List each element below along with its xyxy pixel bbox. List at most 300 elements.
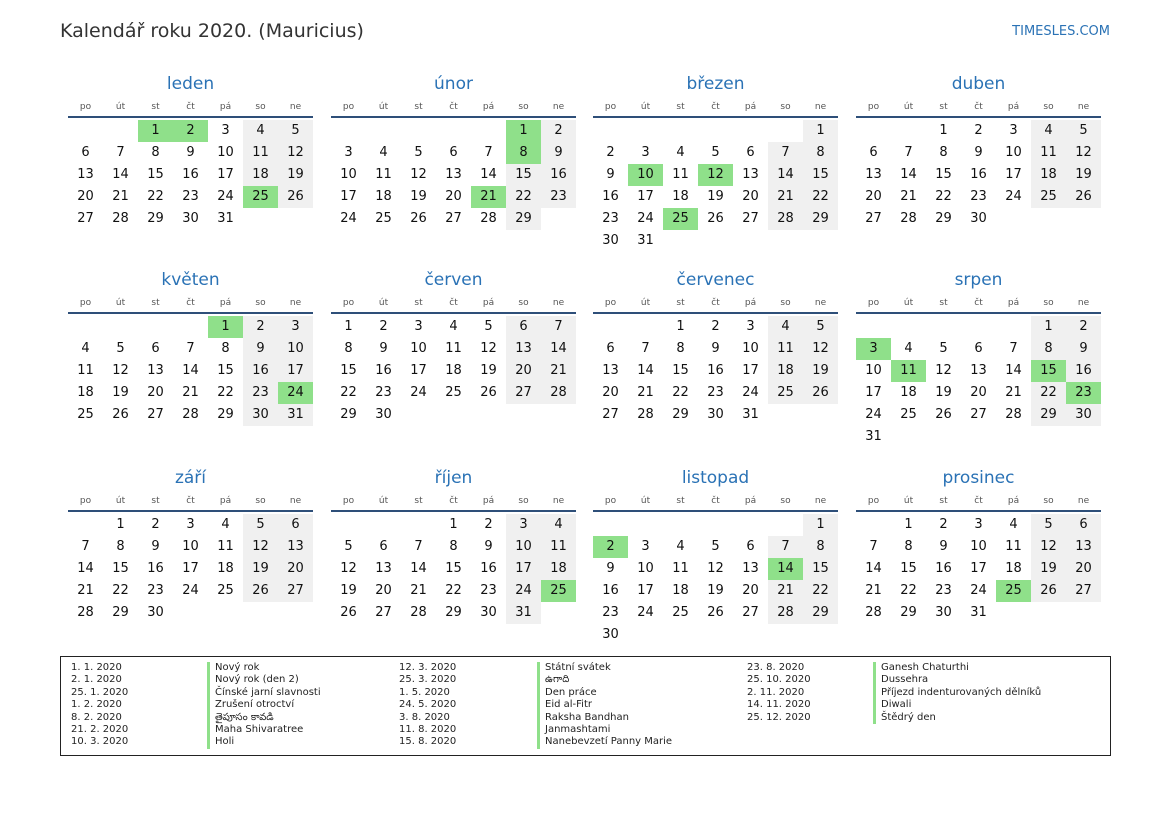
- day-cell: 18: [541, 558, 576, 580]
- day-cell: 8: [803, 536, 838, 558]
- day-cell: 10: [865, 363, 882, 378]
- day-cell: 7: [641, 341, 650, 356]
- day-cell: 27: [970, 407, 987, 422]
- day-cell: 12: [278, 142, 313, 164]
- day-cell: 2: [974, 123, 983, 138]
- day-cell: 8: [904, 539, 913, 554]
- legend-date-column: [399, 662, 456, 749]
- day-cell: 15: [112, 561, 129, 576]
- day-cell: 7: [768, 142, 803, 164]
- weekday-label: čt: [449, 102, 458, 112]
- day-cell: 18: [900, 385, 917, 400]
- day-cell: 29: [900, 605, 917, 620]
- day-cell: 30: [935, 605, 952, 620]
- day-cell: 7: [186, 341, 195, 356]
- month-name: červen: [424, 270, 483, 290]
- weekday-label: st: [414, 496, 423, 506]
- day-cell: 20: [970, 385, 987, 400]
- month-rule: [593, 510, 838, 512]
- day-cell: 12: [935, 363, 952, 378]
- day-cell: 17: [217, 167, 234, 182]
- legend-holiday-name: Ganesh Chaturthi: [873, 662, 1041, 674]
- day-cell: 21: [182, 385, 199, 400]
- day-cell: 29: [340, 407, 357, 422]
- legend-holiday-name: Příjezd indenturovaných dělníků: [873, 687, 1041, 699]
- legend-date: 25. 3. 2020: [399, 674, 457, 686]
- day-cell: 27: [1066, 580, 1101, 602]
- day-cell: 23: [935, 583, 952, 598]
- legend-holiday-name: Čínské jarní slavnosti: [207, 687, 321, 699]
- day-cell: 6: [746, 145, 755, 160]
- day-cell: 26: [1031, 580, 1066, 602]
- day-cell: 26: [340, 605, 357, 620]
- holiday-day-cell: 1: [506, 120, 541, 142]
- day-cell: 6: [151, 341, 160, 356]
- day-cell: 14: [865, 561, 882, 576]
- weekday-header: [856, 298, 1101, 310]
- day-cell: 3: [506, 514, 541, 536]
- day-cell: 16: [480, 561, 497, 576]
- day-cell: 6: [869, 145, 878, 160]
- weekday-label: ne: [814, 496, 827, 506]
- legend-date: 24. 5. 2020: [399, 699, 457, 711]
- month-name: červenec: [676, 270, 755, 290]
- weekday-label: ne: [289, 102, 302, 112]
- weekday-header: [593, 298, 838, 310]
- weekday-label: po: [604, 102, 617, 112]
- day-cell: 11: [768, 338, 803, 360]
- legend-holiday-name: తైపూసం కావడి: [207, 712, 321, 724]
- day-cell: 4: [1009, 517, 1018, 532]
- day-cell: 2: [151, 517, 160, 532]
- day-cell: 5: [1031, 514, 1066, 536]
- day-cell: 6: [1066, 514, 1101, 536]
- weekday-label: ne: [289, 496, 302, 506]
- day-cell: 29: [803, 602, 838, 624]
- day-cell: 14: [637, 363, 654, 378]
- day-cell: 2: [711, 319, 720, 334]
- day-cell: 31: [637, 233, 654, 248]
- weekday-header: [856, 496, 1101, 508]
- day-cell: 1: [803, 120, 838, 142]
- day-cell: 31: [970, 605, 987, 620]
- legend-date: 12. 3. 2020: [399, 662, 457, 673]
- day-cell: 6: [606, 341, 615, 356]
- day-cell: 14: [182, 363, 199, 378]
- day-cell: 9: [484, 539, 493, 554]
- day-cell: 9: [974, 145, 983, 160]
- day-cell: 23: [707, 385, 724, 400]
- day-cell: 4: [541, 514, 576, 536]
- weekday-label: út: [903, 102, 914, 112]
- day-cell: 28: [768, 602, 803, 624]
- day-cell: 15: [340, 363, 357, 378]
- day-cell: 22: [672, 385, 689, 400]
- legend-holiday-name: Státní svátek: [537, 662, 672, 674]
- weekday-label: čt: [974, 102, 983, 112]
- day-cell: 25: [672, 605, 689, 620]
- weekday-header: [331, 496, 576, 508]
- day-cell: 30: [602, 233, 619, 248]
- day-cell: 18: [1031, 164, 1066, 186]
- day-cell: 12: [1031, 536, 1066, 558]
- day-cell: 29: [112, 605, 129, 620]
- day-cell: 17: [340, 189, 357, 204]
- day-cell: 13: [506, 338, 541, 360]
- day-cell: 22: [506, 186, 541, 208]
- month-rule: [331, 312, 576, 314]
- day-cell: 1: [939, 123, 948, 138]
- day-cell: 3: [278, 316, 313, 338]
- day-cell: 19: [803, 360, 838, 382]
- day-cell: 20: [445, 189, 462, 204]
- day-cell: 14: [768, 164, 803, 186]
- month-rule: [856, 116, 1101, 118]
- day-cell: 22: [147, 189, 164, 204]
- day-cell: 29: [803, 208, 838, 230]
- day-cell: 27: [147, 407, 164, 422]
- day-cell: 26: [935, 407, 952, 422]
- day-cell: 24: [217, 189, 234, 204]
- day-cell: 1: [676, 319, 685, 334]
- day-cell: 27: [602, 407, 619, 422]
- day-cell: 7: [541, 316, 576, 338]
- day-cell: 17: [865, 385, 882, 400]
- weekday-label: st: [151, 496, 160, 506]
- day-cell: 22: [935, 189, 952, 204]
- day-cell: 5: [803, 316, 838, 338]
- weekday-label: po: [342, 496, 355, 506]
- legend-holiday-name: Nový rok (den 2): [207, 674, 321, 686]
- weekday-label: út: [378, 496, 389, 506]
- day-cell: 28: [410, 605, 427, 620]
- day-cell: 10: [182, 539, 199, 554]
- day-cell: 11: [541, 536, 576, 558]
- day-cell: 30: [707, 407, 724, 422]
- holiday-day-cell: 23: [1066, 382, 1101, 404]
- day-cell: 14: [541, 338, 576, 360]
- legend-holiday-name: Raksha Bandhan: [537, 712, 672, 724]
- day-cell: 16: [970, 167, 987, 182]
- day-cell: 11: [217, 539, 234, 554]
- day-cell: 8: [344, 341, 353, 356]
- weekday-label: út: [903, 496, 914, 506]
- day-cell: 18: [243, 164, 278, 186]
- weekday-label: st: [676, 102, 685, 112]
- day-cell: 10: [217, 145, 234, 160]
- day-cell: 16: [182, 167, 199, 182]
- legend-date-column: [71, 662, 128, 749]
- holiday-day-cell: 8: [506, 142, 541, 164]
- day-cell: 6: [746, 539, 755, 554]
- month-name: březen: [686, 74, 745, 94]
- weekday-label: po: [867, 298, 880, 308]
- holiday-day-cell: 25: [996, 580, 1031, 602]
- weekday-label: ne: [1077, 102, 1090, 112]
- day-cell: 23: [480, 583, 497, 598]
- legend-holiday-name: Holi: [207, 736, 321, 748]
- legend-date: 25. 12. 2020: [747, 711, 811, 723]
- day-cell: 19: [935, 385, 952, 400]
- day-cell: 20: [77, 189, 94, 204]
- day-cell: 26: [707, 605, 724, 620]
- weekday-label: čt: [974, 298, 983, 308]
- day-cell: 22: [803, 580, 838, 602]
- weekday-label: st: [939, 102, 948, 112]
- day-cell: 15: [445, 561, 462, 576]
- day-cell: 28: [637, 407, 654, 422]
- holiday-legend: [60, 656, 1111, 756]
- legend-holiday-name: Štědrý den: [873, 712, 1041, 724]
- day-cell: 1: [116, 517, 125, 532]
- weekday-label: so: [255, 496, 266, 506]
- weekday-label: po: [79, 102, 92, 112]
- day-cell: 27: [742, 605, 759, 620]
- day-cell: 20: [1066, 558, 1101, 580]
- day-cell: 3: [974, 517, 983, 532]
- day-cell: 28: [541, 382, 576, 404]
- day-cell: 15: [217, 363, 234, 378]
- day-cell: 1: [344, 319, 353, 334]
- day-cell: 17: [182, 561, 199, 576]
- legend-name-column: [873, 662, 1041, 724]
- day-cell: 15: [935, 167, 952, 182]
- day-cell: 23: [541, 186, 576, 208]
- weekday-label: ne: [552, 298, 565, 308]
- month-name: říjen: [434, 468, 473, 488]
- legend-holiday-name: Den práce: [537, 687, 672, 699]
- day-cell: 24: [410, 385, 427, 400]
- day-cell: 3: [641, 145, 650, 160]
- day-cell: 18: [1005, 561, 1022, 576]
- weekday-label: st: [414, 298, 423, 308]
- day-cell: 5: [344, 539, 353, 554]
- day-cell: 25: [217, 583, 234, 598]
- day-cell: 11: [243, 142, 278, 164]
- day-cell: 24: [340, 211, 357, 226]
- day-cell: 15: [900, 561, 917, 576]
- day-cell: 5: [711, 539, 720, 554]
- day-cell: 19: [410, 189, 427, 204]
- day-cell: 4: [1031, 120, 1066, 142]
- holiday-day-cell: 11: [891, 360, 926, 382]
- day-cell: 19: [340, 583, 357, 598]
- day-cell: 18: [768, 360, 803, 382]
- weekday-label: po: [604, 298, 617, 308]
- day-cell: 5: [116, 341, 125, 356]
- weekday-label: st: [676, 496, 685, 506]
- day-cell: 7: [768, 536, 803, 558]
- day-cell: 24: [970, 583, 987, 598]
- day-cell: 20: [742, 583, 759, 598]
- legend-date: 25. 1. 2020: [71, 686, 129, 698]
- day-cell: 21: [77, 583, 94, 598]
- legend-holiday-name: Diwali: [873, 699, 1041, 711]
- legend-date-column: [747, 662, 811, 724]
- day-cell: 10: [278, 338, 313, 360]
- day-cell: 14: [900, 167, 917, 182]
- weekday-header: [68, 496, 313, 508]
- day-cell: 21: [637, 385, 654, 400]
- day-cell: 25: [1031, 186, 1066, 208]
- day-cell: 8: [676, 341, 685, 356]
- day-cell: 12: [707, 561, 724, 576]
- day-cell: 25: [900, 407, 917, 422]
- day-cell: 11: [1031, 142, 1066, 164]
- legend-date: 2. 11. 2020: [747, 686, 805, 698]
- day-cell: 9: [379, 341, 388, 356]
- day-cell: 20: [506, 360, 541, 382]
- weekday-label: ne: [814, 298, 827, 308]
- day-cell: 17: [637, 189, 654, 204]
- weekday-label: út: [640, 102, 651, 112]
- holiday-day-cell: 3: [856, 338, 891, 360]
- day-cell: 29: [147, 211, 164, 226]
- month-rule: [856, 510, 1101, 512]
- legend-date: 10. 3. 2020: [71, 736, 129, 748]
- day-cell: 11: [672, 561, 689, 576]
- day-cell: 30: [970, 211, 987, 226]
- weekday-label: čt: [711, 496, 720, 506]
- day-cell: 10: [340, 167, 357, 182]
- day-cell: 15: [147, 167, 164, 182]
- day-cell: 29: [935, 211, 952, 226]
- weekday-label: pá: [482, 298, 495, 308]
- day-cell: 8: [449, 539, 458, 554]
- day-cell: 8: [1031, 338, 1066, 360]
- day-cell: 26: [278, 186, 313, 208]
- weekday-label: so: [518, 496, 529, 506]
- holiday-day-cell: 25: [541, 580, 576, 602]
- day-cell: 15: [506, 164, 541, 186]
- day-cell: 2: [939, 517, 948, 532]
- legend-date: 1. 2. 2020: [71, 699, 122, 711]
- day-cell: 22: [1031, 382, 1066, 404]
- day-cell: 27: [445, 211, 462, 226]
- day-cell: 7: [81, 539, 90, 554]
- day-cell: 12: [112, 363, 129, 378]
- day-cell: 19: [707, 583, 724, 598]
- day-cell: 14: [410, 561, 427, 576]
- day-cell: 6: [278, 514, 313, 536]
- day-cell: 28: [480, 211, 497, 226]
- legend-holiday-name: Janmashtami: [537, 724, 672, 736]
- day-cell: 19: [243, 558, 278, 580]
- day-cell: 11: [445, 341, 462, 356]
- weekday-label: pá: [744, 102, 757, 112]
- weekday-label: po: [867, 102, 880, 112]
- day-cell: 9: [606, 167, 615, 182]
- day-cell: 30: [375, 407, 392, 422]
- weekday-label: pá: [482, 496, 495, 506]
- weekday-label: út: [640, 496, 651, 506]
- weekday-label: st: [676, 298, 685, 308]
- day-cell: 16: [147, 561, 164, 576]
- weekday-header: [68, 298, 313, 310]
- day-cell: 29: [506, 208, 541, 230]
- day-cell: 8: [151, 145, 160, 160]
- day-cell: 18: [217, 561, 234, 576]
- weekday-label: čt: [186, 298, 195, 308]
- day-cell: 2: [606, 145, 615, 160]
- day-cell: 24: [637, 211, 654, 226]
- day-cell: 4: [768, 316, 803, 338]
- weekday-label: so: [780, 102, 791, 112]
- weekday-label: út: [903, 298, 914, 308]
- day-cell: 9: [186, 145, 195, 160]
- day-cell: 16: [602, 583, 619, 598]
- day-cell: 8: [221, 341, 230, 356]
- day-cell: 29: [672, 407, 689, 422]
- day-cell: 13: [1066, 536, 1101, 558]
- day-cell: 4: [221, 517, 230, 532]
- month-name: prosinec: [942, 468, 1015, 488]
- day-cell: 31: [278, 404, 313, 426]
- day-cell: 5: [484, 319, 493, 334]
- day-cell: 6: [379, 539, 388, 554]
- day-cell: 7: [869, 539, 878, 554]
- month-rule: [68, 116, 313, 118]
- day-cell: 26: [1066, 186, 1101, 208]
- day-cell: 23: [147, 583, 164, 598]
- month-rule: [856, 312, 1101, 314]
- day-cell: 12: [803, 338, 838, 360]
- weekday-label: so: [1043, 298, 1054, 308]
- month-name: září: [174, 468, 207, 488]
- day-cell: 4: [904, 341, 913, 356]
- month-name: únor: [434, 74, 473, 94]
- day-cell: 30: [602, 627, 619, 642]
- legend-date: 3. 8. 2020: [399, 711, 450, 723]
- weekday-label: pá: [1007, 496, 1020, 506]
- day-cell: 13: [742, 561, 759, 576]
- day-cell: 20: [865, 189, 882, 204]
- day-cell: 29: [217, 407, 234, 422]
- weekday-label: so: [255, 298, 266, 308]
- day-cell: 9: [1066, 338, 1101, 360]
- day-cell: 6: [974, 341, 983, 356]
- day-cell: 17: [410, 363, 427, 378]
- month-rule: [593, 116, 838, 118]
- day-cell: 28: [112, 211, 129, 226]
- legend-date: 15. 8. 2020: [399, 736, 457, 748]
- legend-date: 11. 8. 2020: [399, 723, 457, 735]
- day-cell: 25: [77, 407, 94, 422]
- day-cell: 29: [445, 605, 462, 620]
- day-cell: 28: [1005, 407, 1022, 422]
- day-cell: 9: [711, 341, 720, 356]
- day-cell: 13: [375, 561, 392, 576]
- day-cell: 1: [803, 514, 838, 536]
- legend-holiday-name: Eid al-Fitr: [537, 699, 672, 711]
- weekday-label: so: [518, 102, 529, 112]
- day-cell: 16: [1066, 360, 1101, 382]
- legend-date: 1. 5. 2020: [399, 686, 450, 698]
- day-cell: 27: [278, 580, 313, 602]
- weekday-label: pá: [219, 102, 232, 112]
- day-cell: 17: [742, 363, 759, 378]
- day-cell: 22: [217, 385, 234, 400]
- site-link[interactable]: TIMESLES.COM: [1012, 24, 1110, 39]
- weekday-label: ne: [552, 496, 565, 506]
- legend-holiday-name: Nanebevzetí Panny Marie: [537, 736, 672, 748]
- day-cell: 7: [116, 145, 125, 160]
- day-cell: 21: [768, 580, 803, 602]
- day-cell: 27: [375, 605, 392, 620]
- day-cell: 25: [768, 382, 803, 404]
- weekday-label: ne: [814, 102, 827, 112]
- weekday-label: st: [939, 496, 948, 506]
